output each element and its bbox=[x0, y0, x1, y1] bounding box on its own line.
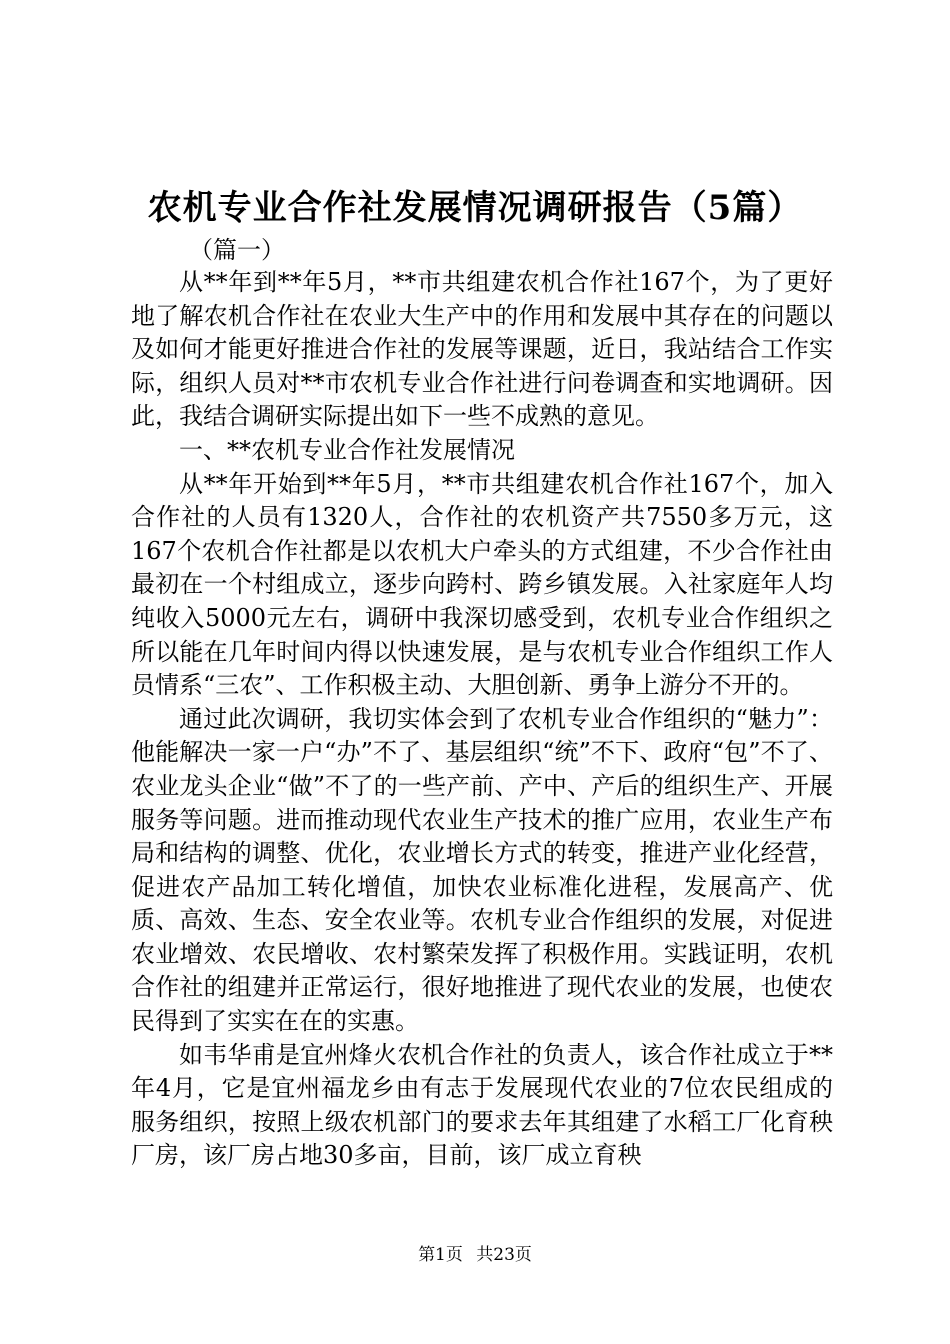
page-number: 第1页 bbox=[418, 1245, 463, 1265]
section-heading: 一、**农机专业合作社发展情况 bbox=[179, 435, 515, 464]
section-label: （篇一） bbox=[189, 236, 285, 264]
paragraph-example: 如韦华甫是宜州烽火农机合作社的负责人，该合作社成立于**年4月，它是宜州福龙乡由有志于发展现代农业的7位农民组成的服务组织，按照上级农机部门的要求去年其组建了水稻工厂化育秧厂房，该厂房占地30多亩，目前，该厂成立育秧 bbox=[131, 1040, 833, 1170]
page-footer bbox=[0, 1243, 950, 1267]
document-title: 农机专业合作社发展情况调研报告（5篇） bbox=[147, 188, 803, 228]
page-total: 共23页 bbox=[476, 1245, 532, 1265]
paragraph-development: 从**年开始到**年5月，**市共组建农机合作社167个，加入合作社的人员有1320人，合作社的农机资产共7550多万元，这167个农机合作社都是以农机大户牵头的方式组建，不少合作社由最初在一个村组成立，逐步向跨村、跨乡镇发展。入社家庭年人均纯收入5000元左右，调研中我深切感受到，农机专业合作组织之所以能在几年时间内得以快速发展，是与农机专业合作组织工作人员情系“三农”、工作积极主动、大胆创新、勇争上游分不开的。 bbox=[131, 469, 833, 700]
paragraph-intro: 从**年到**年5月，**市共组建农机合作社167个，为了更好地了解农机合作社在农业大生产中的作用和发展中其存在的问题以及如何才能更好推进合作社的发展等课题，近日，我站结合工作实际，组织人员对**市农机专业合作社进行问卷调查和实地调研。因此，我结合调研实际提出如下一些不成熟的意见。 bbox=[131, 268, 833, 431]
paragraph-charm: 通过此次调研，我切实体会到了农机专业合作组织的“魅力”：他能解决一家一户“办”不了、基层组织“统”不下、政府“包”不了、农业龙头企业“做”不了的一些产前、产中、产后的组织生产、开展服务等问题。进而推动现代农业生产技术的推广应用，农业生产布局和结构的调整、优化，农业增长方式的转变，推进产业化经营，促进农产品加工转化增值，加快农业标准化进程，发展高产、优质、高效、生态、安全农业等。农机专业合作组织的发展，对促进农业增效、农民增收、农村繁荣发挥了积极作用。实践证明，农机合作社的组建并正常运行，很好地推进了现代农业的发展，也使农民得到了实实在在的实惠。 bbox=[131, 704, 833, 1036]
document-body bbox=[131, 235, 833, 1173]
